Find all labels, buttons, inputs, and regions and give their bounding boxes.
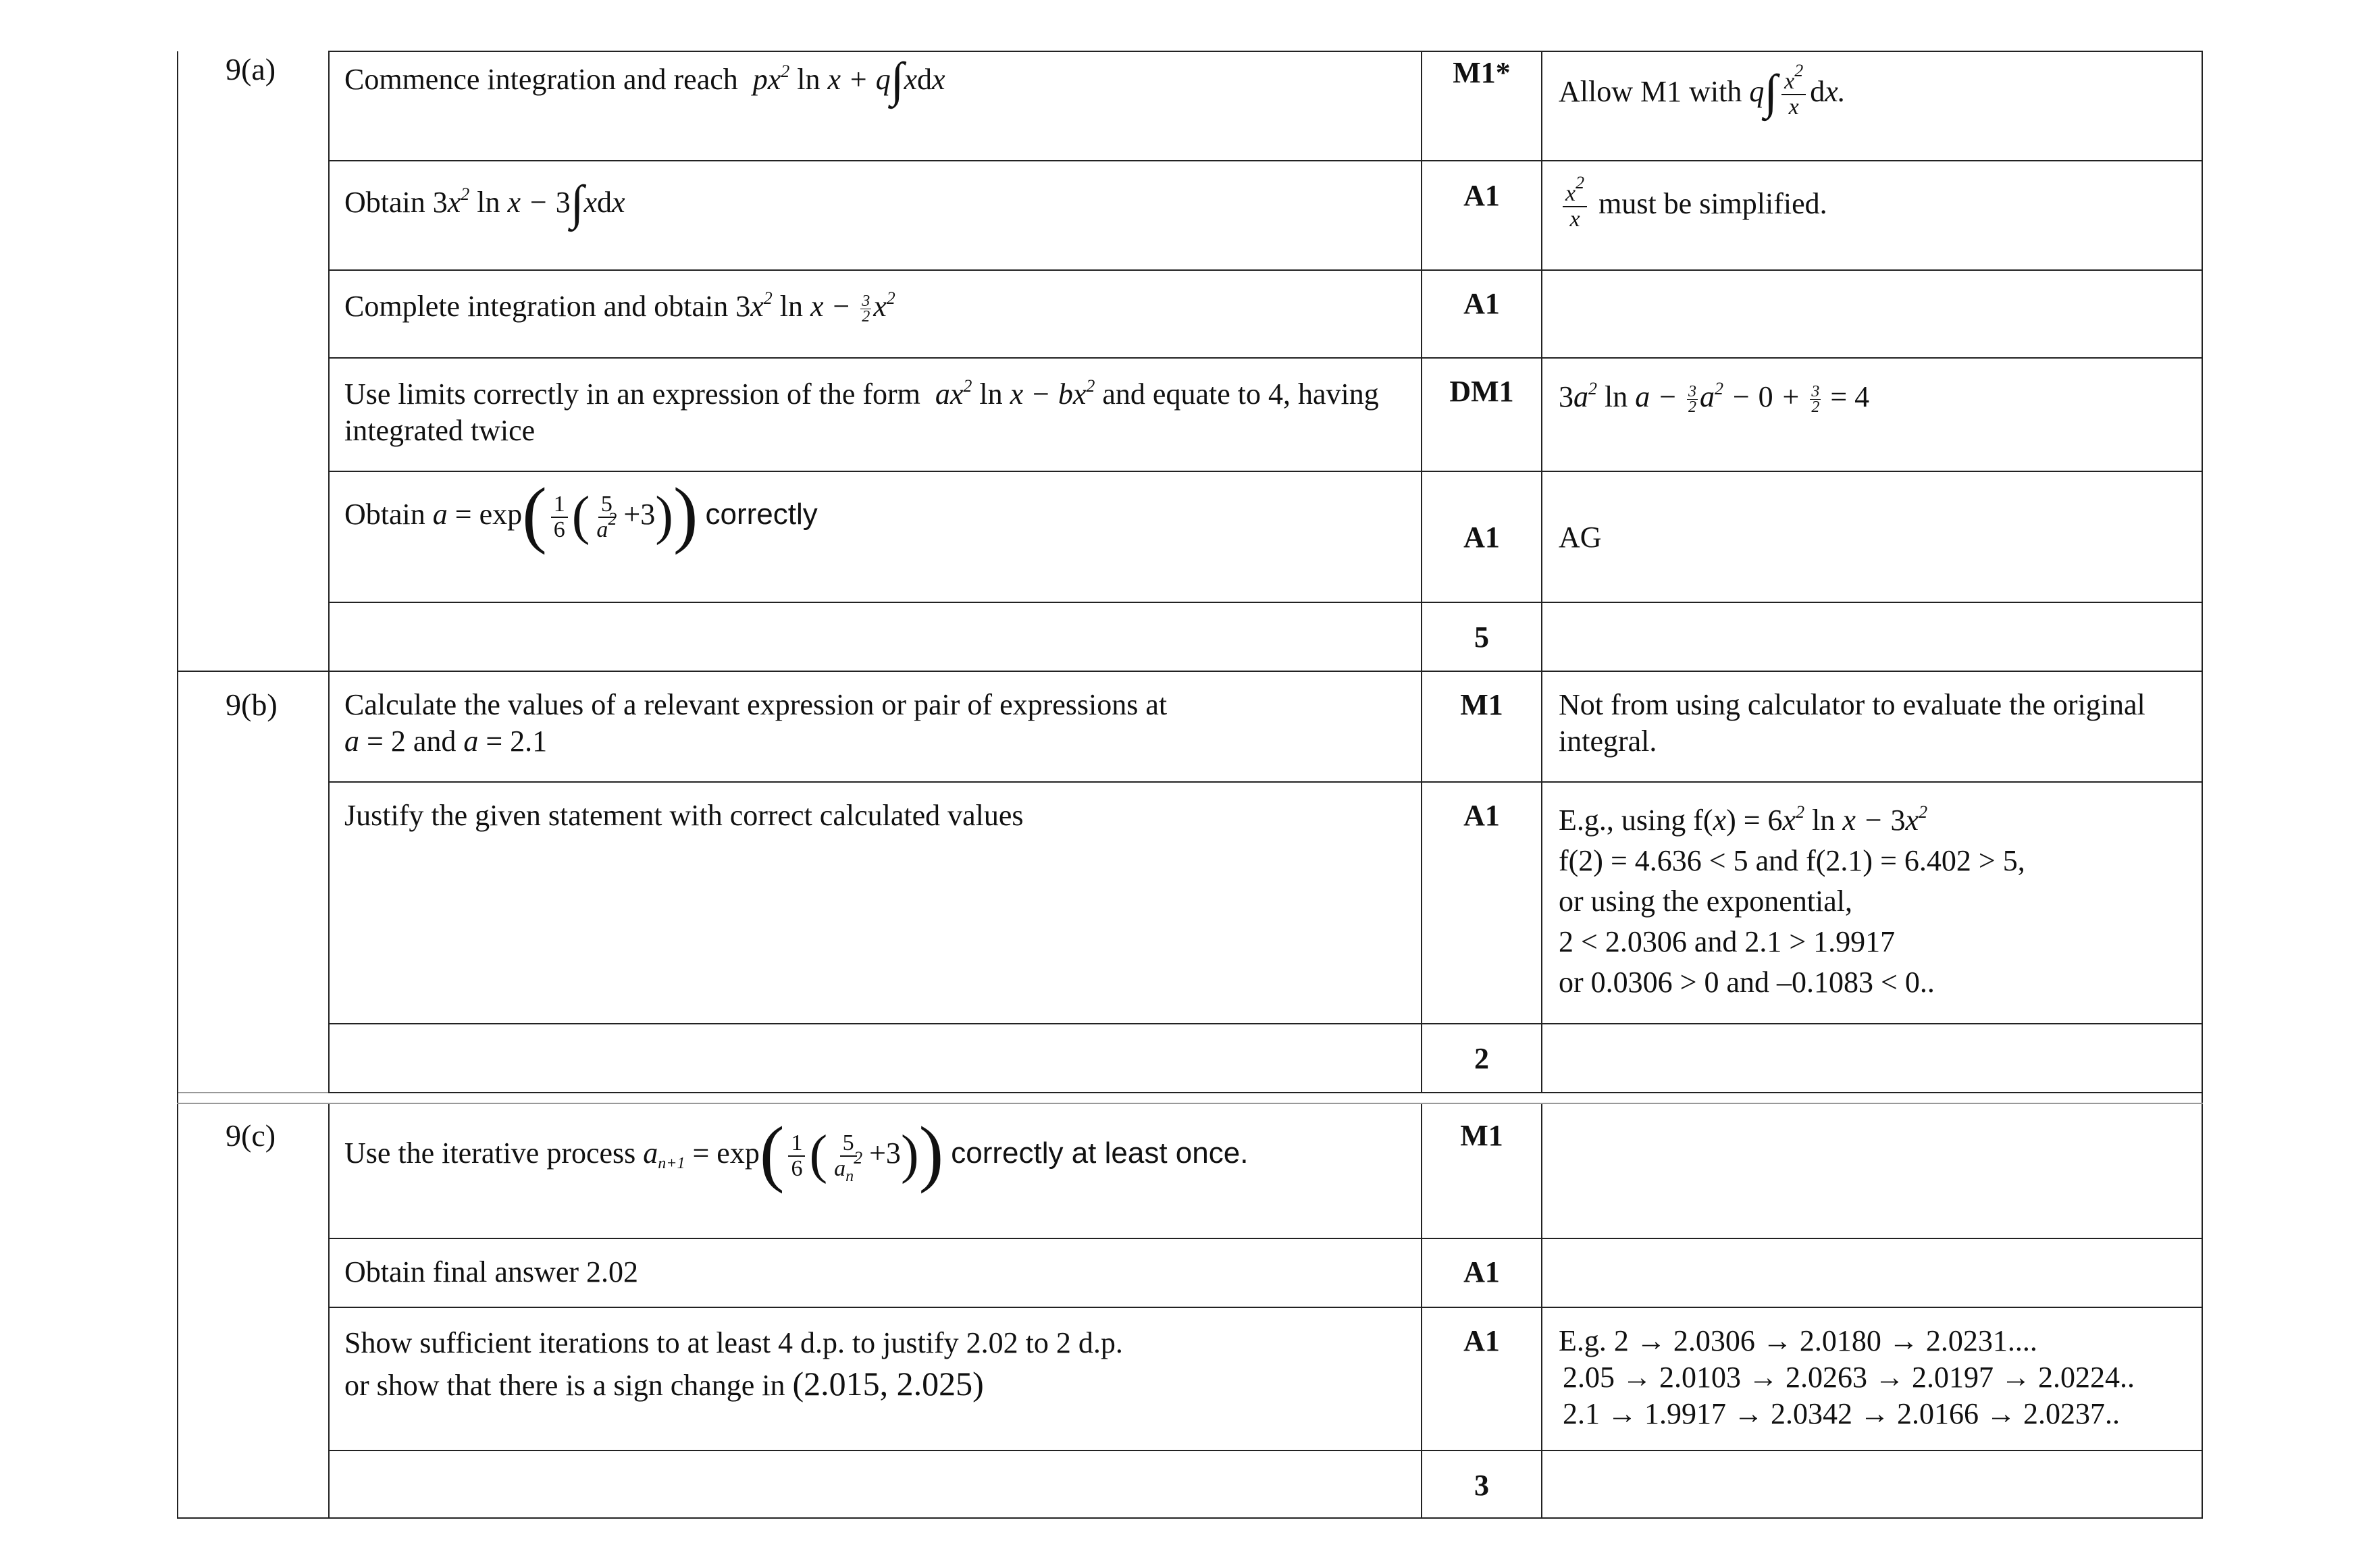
math-expression: $px^2$ ln x + q∫xdx xyxy=(745,53,945,107)
table-row xyxy=(178,51,2202,161)
mark-cell xyxy=(1422,1307,1542,1451)
math-expression: f(2) = 4.636 < 5 xyxy=(1559,844,1756,877)
question-label-cell xyxy=(178,51,329,671)
guidance-cell xyxy=(1542,51,2202,161)
mark-cell xyxy=(1422,602,1542,671)
answer-cell xyxy=(329,358,1422,471)
mark-label: A1 xyxy=(1463,799,1500,832)
mark-cell xyxy=(1422,671,1542,782)
table-row xyxy=(178,1451,2202,1518)
table-row xyxy=(178,1103,2202,1238)
guidance-cell xyxy=(1542,1451,2202,1518)
guidance-text: AG xyxy=(1559,521,1602,554)
question-label: 9(b) xyxy=(226,687,278,722)
math-expression: q∫ $\frac{x^2}{x}$ dx. xyxy=(1749,61,1846,120)
guidance-cell xyxy=(1542,161,2202,270)
answer-text: and xyxy=(413,725,457,758)
mark-label: A1 xyxy=(1463,1255,1500,1288)
table-row xyxy=(178,1024,2202,1093)
math-expression: a = exp( $\frac{1}{6}$ ( $\frac{5}{a^2}$ +3)) xyxy=(432,473,698,556)
total-mark: 2 xyxy=(1474,1042,1489,1075)
guidance-text: or using the exponential, xyxy=(1559,885,1853,918)
total-mark: 5 xyxy=(1474,621,1489,654)
mark-scheme-table xyxy=(177,51,2203,1519)
answer-cell xyxy=(329,1307,1422,1451)
math-expression: a = 2 xyxy=(344,725,413,758)
mark-cell xyxy=(1422,1451,1542,1518)
table-row xyxy=(178,1238,2202,1307)
iteration-sequence: E.g. 2 → 2.0306 → 2.0180 → 2.0231.... xyxy=(1559,1324,2037,1357)
math-expression: $3x^2$ ln x − 3∫xdx xyxy=(432,176,625,230)
answer-cell xyxy=(329,471,1422,602)
mark-label: M1 xyxy=(1460,1119,1503,1152)
guidance-cell xyxy=(1542,1024,2202,1093)
answer-cell xyxy=(329,1103,1422,1238)
table-row xyxy=(178,602,2202,671)
answer-cell xyxy=(329,1024,1422,1093)
mark-label: A1 xyxy=(1463,521,1500,554)
math-expression: $a_{n+1} = \exp$( $\frac{1}{6}$ ( $\frac{5}{a_n^2}$ +3)) xyxy=(643,1112,944,1195)
table-row xyxy=(178,358,2202,471)
answer-cell xyxy=(329,782,1422,1024)
mark-cell xyxy=(1422,358,1542,471)
answer-text: Show sufficient iterations to at least 4 d.p. to justify 2.02 to 2 d.p. xyxy=(344,1326,1123,1359)
guidance-cell xyxy=(1542,471,2202,602)
interval-text: (2.015, 2.025) xyxy=(792,1365,984,1403)
mark-cell xyxy=(1422,1238,1542,1307)
table-row xyxy=(178,1307,2202,1451)
question-label-cell xyxy=(178,671,329,1093)
guidance-cell xyxy=(1542,1238,2202,1307)
math-expression: 2 < 2.0306 xyxy=(1559,925,1694,958)
mark-label: M1* xyxy=(1453,56,1511,89)
guidance-text: and xyxy=(1755,844,1799,877)
mark-scheme-table-wrap xyxy=(177,51,2202,1519)
answer-text: correctly xyxy=(705,498,818,531)
answer-text: Complete integration and obtain xyxy=(344,290,729,323)
answer-cell xyxy=(329,671,1422,782)
guidance-text: E.g., using xyxy=(1559,804,1686,837)
answer-text: Obtain xyxy=(344,498,425,531)
table-row xyxy=(178,471,2202,602)
question-label: 9(c) xyxy=(226,1118,276,1153)
iteration-sequence: 2.1 → 1.9917 → 2.0342 → 2.0166 → 2.0237.. xyxy=(1563,1397,2120,1430)
answer-cell xyxy=(329,51,1422,161)
table-row xyxy=(178,782,2202,1024)
math-expression: $3x^2$ ln x − $\frac{3}{2}$ $x^2$ xyxy=(735,288,895,326)
guidance-cell xyxy=(1542,270,2202,358)
total-mark: 3 xyxy=(1474,1469,1489,1502)
math-expression: a = 2.1 xyxy=(463,725,548,758)
math-expression: $\frac{x^2}{x}$ xyxy=(1559,187,1591,220)
answer-cell xyxy=(329,270,1422,358)
answer-cell xyxy=(329,1451,1422,1518)
answer-text: Obtain xyxy=(344,186,425,219)
answer-text: Use limits correctly in an expression of the form xyxy=(344,377,920,411)
math-expression: $ax^2$ $\ln x - bx^2$ xyxy=(927,376,1095,411)
mark-cell xyxy=(1422,161,1542,270)
answer-cell xyxy=(329,1238,1422,1307)
answer-text: or show that there is a sign change in xyxy=(344,1369,785,1402)
mark-cell xyxy=(1422,1103,1542,1238)
mark-label: A1 xyxy=(1463,287,1500,320)
answer-text: Commence integration and reach xyxy=(344,63,738,96)
mark-cell xyxy=(1422,471,1542,602)
answer-text: Justify the given statement with correct calculated values xyxy=(344,799,1024,832)
answer-text: and equate to 4, having xyxy=(1102,377,1379,411)
answer-text: correctly at least once. xyxy=(951,1136,1249,1170)
guidance-cell xyxy=(1542,1103,2202,1238)
guidance-text: and xyxy=(1694,925,1738,958)
mark-label: M1 xyxy=(1460,688,1503,721)
mark-cell xyxy=(1422,782,1542,1024)
guidance-cell xyxy=(1542,358,2202,471)
guidance-cell: E.g., using $f(x) = 6x^2$ $\ln x - 3x^2$ f(2) = 4.636 < 5 and f(2.1) = 6.402 > 5, or using the exponential, 2 < 2.0306 and 2.1 > 1.9917 or 0.0306 > 0 and –0.1083 < 0.. xyxy=(1542,782,2202,1024)
answer-cell xyxy=(329,602,1422,671)
math-expression: $f(x) = 6x^2$ $\ln x - 3x^2$ xyxy=(1693,802,1928,837)
iteration-sequence: 2.05 → 2.0103 → 2.0263 → 2.0197 → 2.0224.. xyxy=(1563,1361,2135,1394)
answer-text: Obtain final answer 2.02 xyxy=(344,1255,638,1288)
table-row xyxy=(178,671,2202,782)
math-expression: $3a^2$ ln a − $\frac{3}{2}$ $a^2 - 0$ + $\frac{3}{2}$ = 4 xyxy=(1559,379,1870,417)
guidance-cell xyxy=(1542,671,2202,782)
guidance-text: or 0.0306 > 0 and xyxy=(1559,966,1769,999)
mark-label: A1 xyxy=(1463,179,1500,212)
guidance-text: Allow M1 with xyxy=(1559,75,1742,109)
table-row xyxy=(178,270,2202,358)
answer-cell xyxy=(329,161,1422,270)
guidance-cell xyxy=(1542,1307,2202,1451)
answer-text: integrated twice xyxy=(344,414,536,447)
guidance-text: Not from using calculator to evaluate the original integral. xyxy=(1559,688,2145,758)
guidance-cell xyxy=(1542,602,2202,671)
question-label-cell xyxy=(178,1103,329,1518)
question-label: 9(a) xyxy=(226,52,276,86)
mark-label: A1 xyxy=(1463,1324,1500,1357)
section-separator xyxy=(178,1093,2202,1103)
guidance-text: must be simplified. xyxy=(1598,187,1827,221)
guidance-text: –0.1083 < 0.. xyxy=(1777,966,1935,999)
table-row xyxy=(178,161,2202,270)
answer-text: Calculate the values of a relevant expression or pair of expressions at xyxy=(344,688,1168,721)
mark-cell xyxy=(1422,270,1542,358)
mark-cell xyxy=(1422,1024,1542,1093)
mark-label: DM1 xyxy=(1449,375,1514,408)
mark-cell xyxy=(1422,51,1542,161)
answer-text: Use the iterative process xyxy=(344,1136,636,1170)
